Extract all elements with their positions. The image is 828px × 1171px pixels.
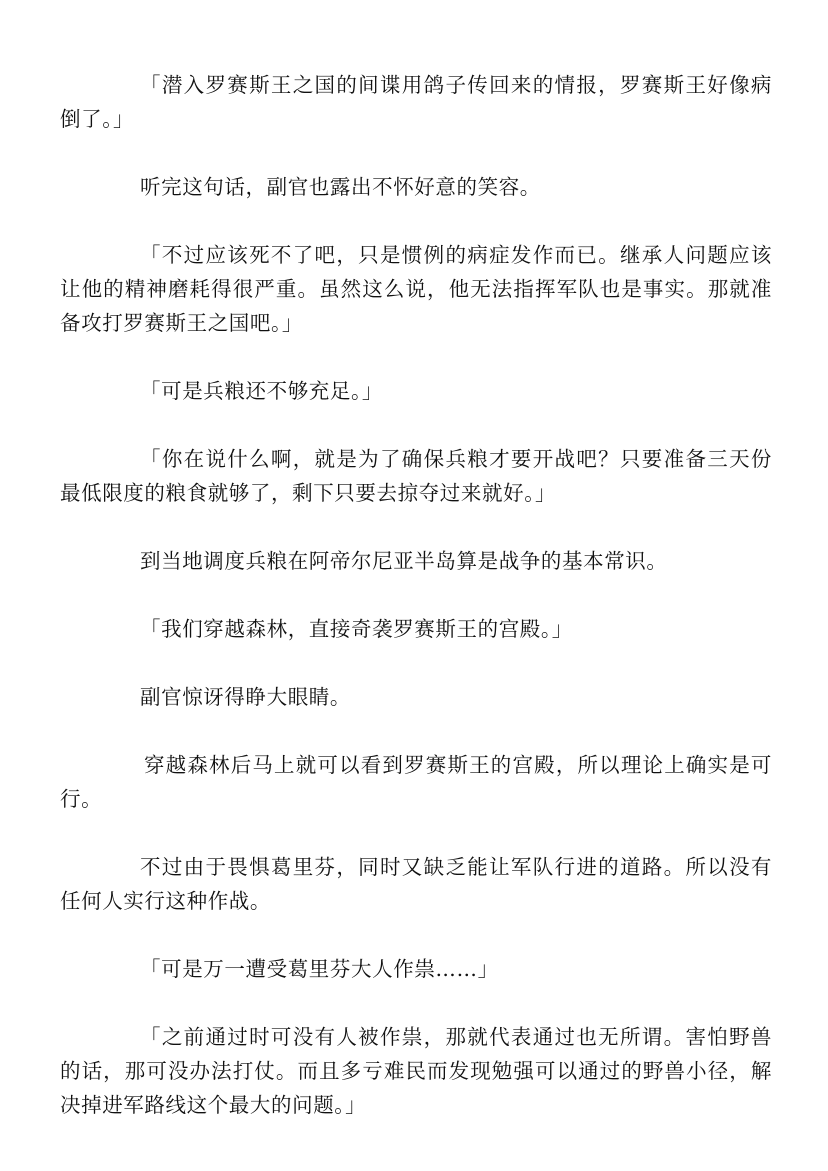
paragraph-9: 穿越森林后马上就可以看到罗赛斯王的宫殿，所以理论上确实是可行。 bbox=[60, 753, 772, 811]
paragraph-5: 「你在说什么啊，就是为了确保兵粮才要开战吧？只要准备三天份最低限度的粮食就够了，剩下只要去掠夺过来就好。」 bbox=[60, 447, 772, 505]
paragraph-4: 「可是兵粮还不够充足。」 bbox=[140, 379, 383, 403]
paragraph-3: 「不过应该死不了吧，只是惯例的病症发作而已。继承人问题应该让他的精神磨耗得很严重。虽然这么说，他无法指挥军队也是事实。那就准备攻打罗赛斯王之国吧。」 bbox=[60, 243, 772, 335]
document-page bbox=[60, 68, 772, 1156]
paragraph-10: 不过由于畏惧葛里芬，同时又缺乏能让军队行进的道路。所以没有任何人实行这种作战。 bbox=[60, 855, 772, 913]
paragraph-12: 「之前通过时可没有人被作祟，那就代表通过也无所谓。害怕野兽的话，那可没办法打仗。而且多亏难民而发现勉强可以通过的野兽小径，解决掉进军路线这个最大的问题。」 bbox=[60, 1025, 772, 1117]
paragraph-11: 「可是万一遭受葛里芬大人作祟……」 bbox=[140, 957, 499, 981]
paragraph-2: 听完这句话，副官也露出不怀好意的笑容。 bbox=[140, 175, 541, 199]
paragraph-6: 到当地调度兵粮在阿帝尔尼亚半岛算是战争的基本常识。 bbox=[140, 549, 668, 573]
paragraph-7: 「我们穿越森林，直接奇袭罗赛斯王的宫殿。」 bbox=[140, 617, 573, 641]
paragraph-1: 「潜入罗赛斯王之国的间谍用鸽子传回来的情报，罗赛斯王好像病倒了。」 bbox=[60, 73, 772, 131]
paragraph-8: 副官惊讶得睁大眼睛。 bbox=[140, 685, 351, 709]
